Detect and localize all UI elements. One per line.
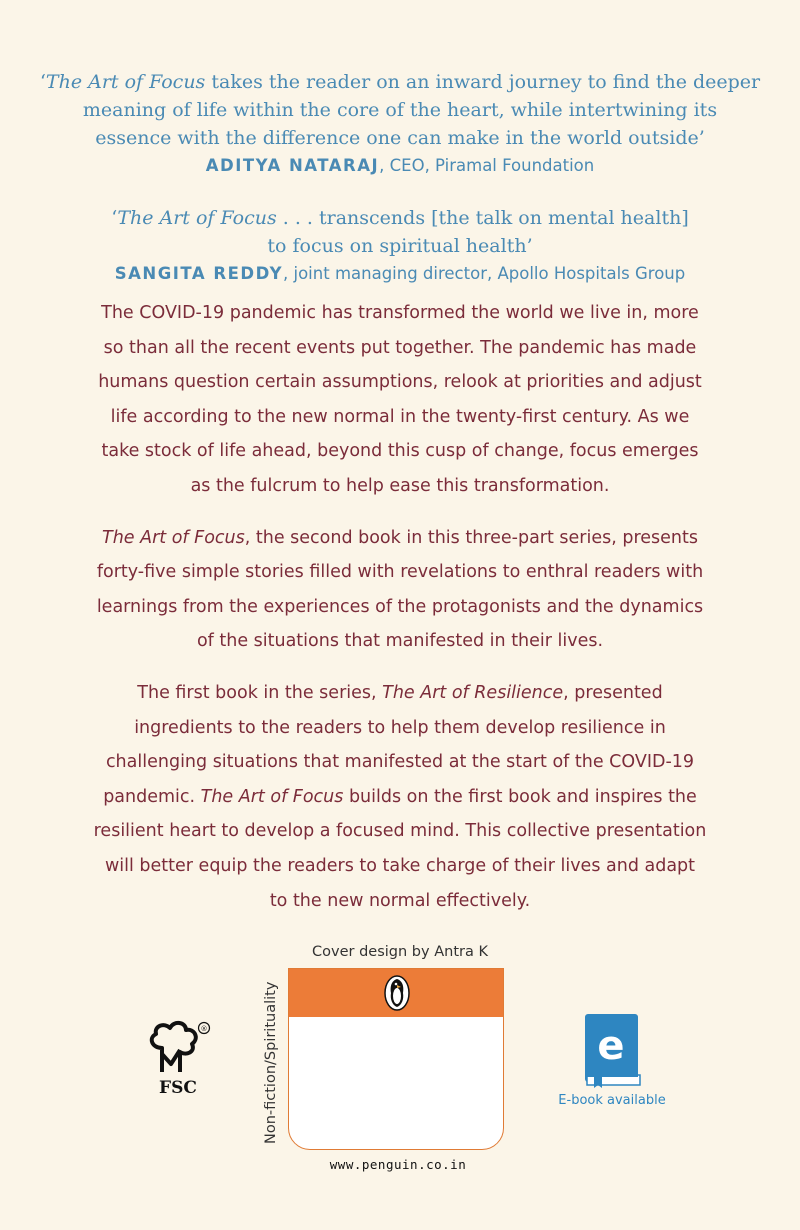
author-name: SANGITA REDDY (114, 264, 284, 283)
fsc-tree-icon (138, 1018, 218, 1078)
book-title: The Art of Focus (117, 207, 277, 229)
blurb-paragraph-1: The COVID-19 pandemic has transformed the world we live in, more so than all the recent events put together. The pandemic has made humans question certain assumptions, relook at priorities and adjust life according to the new normal in the twenty-first century. As we take stock of life ahead, beyond this cusp of change, focus emerges as the fulcrum to help ease this transformation. (98, 303, 702, 496)
endorsement-2-attribution: SANGITA REDDY, joint managing director, Apollo Hospitals Group (114, 264, 686, 283)
blurb-paragraph-3: The first book in the series, The Art of Resilience, presented ingredients to the readers to help them develop resilience in challenging situations that manifested at the start of the COVID-19 pandemic. The Art of Focus builds on the first book and inspires the resilient heart to develop a focused mind. This collective presentation will better equip the readers to take charge of their lives and adapt to the new normal effectively. (93, 682, 707, 911)
book-title: The Art of Focus (45, 71, 206, 93)
svg-text:e: e (597, 1023, 625, 1069)
ebook-label: E-book available (558, 1093, 666, 1108)
cover-credit: Cover design by Antra K (312, 944, 488, 960)
svg-text:®: ® (200, 1025, 208, 1033)
genre-label: Non-fiction/Spirituality (263, 981, 279, 1144)
endorsements (0, 68, 800, 288)
ebook-icon (584, 1013, 642, 1089)
publisher-url: www.penguin.co.in (329, 1157, 467, 1172)
blurb-paragraph-2: The Art of Focus, the second book in this three-part series, presents forty-five simple stories filled with revelations to enthral readers with learnings from the experiences of the protagonists and the dynamics of the situations that manifested in their lives. (96, 527, 704, 652)
author-name: ADITYA NATARAJ (205, 156, 380, 175)
blurb (60, 296, 740, 935)
endorsement-1: ‘The Art of Focus takes the reader on an inward journey to find the deeper meaning of life within the core of the heart, while intertwining its essence with the difference one can make in the world outside’ (39, 71, 761, 149)
endorsement-1-attribution: ADITYA NATARAJ, CEO, Piramal Foundation (205, 156, 595, 175)
penguin-logo-icon (384, 975, 410, 1011)
orange-band (289, 969, 503, 1017)
fsc-label: FSC (159, 1078, 197, 1098)
penguin-panel (288, 968, 504, 1150)
endorsement-2: ‘The Art of Focus . . . transcends [the talk on mental health] to focus on spiritual health’ (111, 207, 689, 257)
